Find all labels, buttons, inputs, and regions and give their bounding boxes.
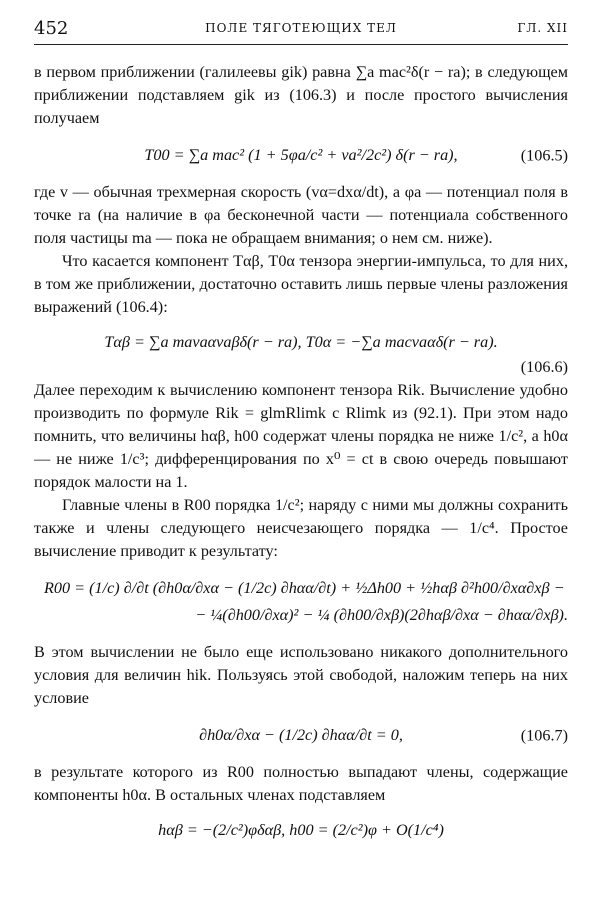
equation-106-6 <box>34 331 568 354</box>
paragraph: в результате которого из R00 полностью выпадают члены, содержащие компоненты h0α. В остальных членах подставляем <box>34 763 568 804</box>
equation-h-substitution <box>34 819 568 842</box>
running-title: ПОЛЕ ТЯГОТЕЮЩИХ ТЕЛ <box>205 21 397 35</box>
paragraph: В этом вычислении не было еще использовано никакого дополнительного условия для величин hik. Пользуясь этой свободой, наложим теперь на них условие <box>34 643 568 707</box>
paragraph: в первом приближении (галилеевы gik) равна ∑a mac²δ(r − ra); в следующем приближении подставляем gik из (106.3) и после простого вычисления получаем <box>34 63 568 127</box>
page <box>34 18 568 842</box>
equation-r00-line1 <box>34 577 568 600</box>
equation-body: Tαβ = ∑a mavaαvaβδ(r − ra), T0α = −∑a macvaαδ(r − ra). <box>104 333 498 351</box>
equation-106-7 <box>34 724 568 747</box>
paragraph: Что касается компонент Tαβ, T0α тензора энергии-импульса, то для них, в том же приближении, достаточно оставить лишь первые члены разложения выражений (106.4): <box>34 252 568 316</box>
equation-body: hαβ = −(2/c²)φδαβ, h00 = (2/c²)φ + O(1/c⁴) <box>158 821 444 839</box>
running-header <box>34 18 568 45</box>
equation-body: T00 = ∑a mac² (1 + 5φa/c² + va²/2c²) δ(r − ra), <box>144 146 458 164</box>
equation-body: R00 = (1/c) ∂/∂t (∂h0α/∂xα − (1/2c) ∂hαα/∂t) + ½Δh00 + ½hαβ ∂²h00/∂xα∂xβ − <box>44 579 565 597</box>
equation-number: (106.7) <box>520 726 568 744</box>
equation-number: (106.6) <box>520 358 568 376</box>
equation-body: − ¼(∂h00/∂xα)² − ¼ (∂h00/∂xβ)(2∂hαβ/∂xα − ∂hαα/∂xβ). <box>195 606 568 624</box>
paragraph: где v — обычная трехмерная скорость (vα=dxα/dt), а φa — потенциал поля в точке ra (на наличие в φa бесконечной части — потенциала собственного поля частицы ma — пока не обращаем внимания; о нем см. ниже). <box>34 183 568 247</box>
chapter-label: ГЛ. XII <box>517 21 568 35</box>
equation-body: ∂h0α/∂xα − (1/2c) ∂hαα/∂t = 0, <box>199 726 403 744</box>
equation-number: (106.5) <box>520 146 568 164</box>
paragraph: Главные члены в R00 порядка 1/c²; наряду с ними мы должны сохранить также и члены следующего неисчезающего порядка — 1/c⁴. Простое вычисление приводит к результату: <box>34 496 568 560</box>
paragraph: Далее переходим к вычислению компонент тензора Rik. Вычисление удобно производить по формуле Rik = glmRlimk с Rlimk из (92.1). При этом надо помнить, что величины hαβ, h00 содержат члены порядка не ниже 1/c², а h0α — не ниже 1/c³; дифференцирования по x⁰ = ct в свою очередь повышают порядок малости на 1. <box>34 381 568 491</box>
page-number: 452 <box>34 18 69 39</box>
equation-r00-line2 <box>34 604 568 627</box>
page-body <box>34 61 568 842</box>
equation-106-5 <box>34 144 568 167</box>
